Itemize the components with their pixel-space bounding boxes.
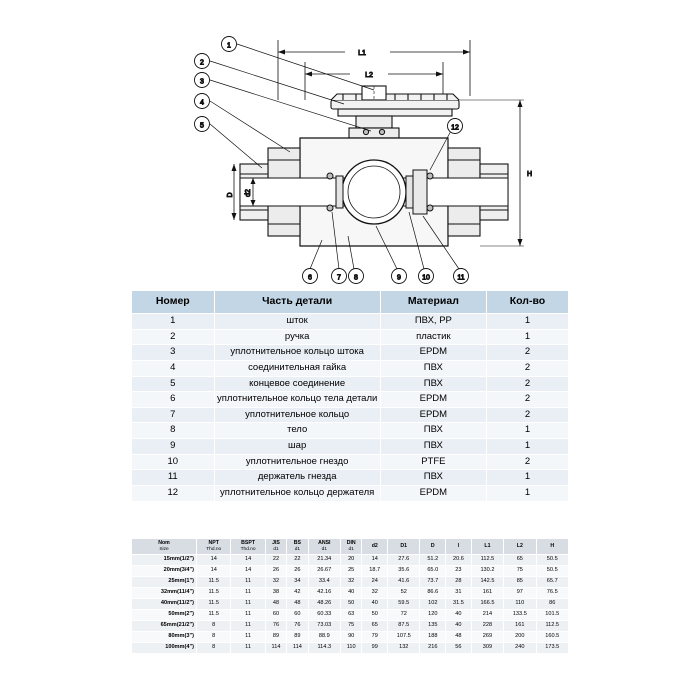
part-number: 12 <box>132 485 215 501</box>
dim-cell: 59.5 <box>388 599 420 610</box>
dim-cell: 14 <box>197 566 231 577</box>
dim-cell: 31 <box>446 588 472 599</box>
part-material: ПВХ, РР <box>380 314 486 330</box>
dim-cell: 114.3 <box>308 643 340 654</box>
dim-cell: 173.5 <box>536 643 569 654</box>
part-name: ручка <box>214 329 380 345</box>
part-number: 1 <box>132 314 215 330</box>
dim-header-main: JIS <box>272 540 280 547</box>
valve-ball <box>342 160 406 224</box>
dim-cell: 112.5 <box>536 621 569 632</box>
dim-cell: 51.2 <box>420 555 446 566</box>
dim-cell: 11 <box>231 610 265 621</box>
callout-text-12: 12 <box>451 124 459 132</box>
dim-header-l <box>446 539 472 555</box>
dim-cell: 42.16 <box>308 588 340 599</box>
dim-header-sub: d1 <box>273 546 279 552</box>
part-name: уплотнительное гнездо <box>214 454 380 470</box>
part-qty: 2 <box>486 407 568 423</box>
dim-cell: 79 <box>362 632 388 643</box>
dim-cell: 50 <box>362 610 388 621</box>
table-row <box>132 632 569 643</box>
dim-header-sub: d1 <box>321 546 327 552</box>
dim-cell: 88.9 <box>308 632 340 643</box>
dim-cell: 56 <box>446 643 472 654</box>
table-row <box>132 439 569 455</box>
callout-text-4: 4 <box>200 99 204 107</box>
part-material: EPDM <box>380 392 486 408</box>
part-number: 9 <box>132 439 215 455</box>
dim-cell: 86.6 <box>420 588 446 599</box>
part-qty: 2 <box>486 392 568 408</box>
dim-header-main: L2 <box>516 542 523 549</box>
dim-cell: 48 <box>265 599 286 610</box>
table-row <box>132 407 569 423</box>
dim-cell: 65.7 <box>536 577 569 588</box>
dim-cell: 26 <box>287 566 308 577</box>
dim-size: 32mm(11/4") <box>132 588 197 599</box>
table-row <box>132 555 569 566</box>
dim-cell: 27.6 <box>388 555 420 566</box>
dim-header-ansi <box>308 539 340 555</box>
table-row <box>132 314 569 330</box>
table-row <box>132 423 569 439</box>
callout-text-1: 1 <box>227 42 231 50</box>
dim-cell: 40 <box>362 599 388 610</box>
dim-cell: 60 <box>265 610 286 621</box>
dim-cell: 214 <box>471 610 503 621</box>
table-row <box>132 566 569 577</box>
table-row <box>132 599 569 610</box>
part-material: ПВХ <box>380 470 486 486</box>
part-material: пластик <box>380 329 486 345</box>
callout-text-7: 7 <box>337 274 341 282</box>
table-row <box>132 621 569 632</box>
dim-header-H <box>536 539 569 555</box>
dimension-table-header-row <box>132 539 569 555</box>
part-material: EPDM <box>380 407 486 423</box>
dim-cell: 11 <box>231 621 265 632</box>
dim-cell: 161 <box>504 621 536 632</box>
dimension-label-L2: L2 <box>365 72 373 79</box>
part-material: PTFE <box>380 454 486 470</box>
dim-header-main: d2 <box>371 542 378 549</box>
part-qty: 1 <box>486 470 568 486</box>
part-name: соединительная гайка <box>214 360 380 376</box>
callout-text-5: 5 <box>200 122 204 130</box>
dim-cell: 20 <box>340 555 361 566</box>
dim-header-L1 <box>471 539 503 555</box>
table-row <box>132 454 569 470</box>
part-qty: 1 <box>486 485 568 501</box>
part-number: 11 <box>132 470 215 486</box>
part-number: 2 <box>132 329 215 345</box>
dim-cell: 65 <box>362 621 388 632</box>
dim-cell: 11 <box>231 577 265 588</box>
dim-size: 20mm(3/4") <box>132 566 197 577</box>
dim-cell: 120 <box>420 610 446 621</box>
dim-cell: 26.67 <box>308 566 340 577</box>
dim-cell: 75 <box>504 566 536 577</box>
dim-header-main: BS <box>293 540 301 547</box>
table-row <box>132 643 569 654</box>
parts-table-header-row <box>132 291 569 314</box>
dim-header-nom-size <box>132 539 197 555</box>
dimension-label-D: D <box>227 192 234 198</box>
dim-cell: 73.03 <box>308 621 340 632</box>
dim-cell: 14 <box>231 566 265 577</box>
dim-header-d2 <box>362 539 388 555</box>
part-name: уплотнительное кольцо держателя <box>214 485 380 501</box>
dim-cell: 87.5 <box>388 621 420 632</box>
dim-size: 100mm(4") <box>132 643 197 654</box>
part-number: 3 <box>132 345 215 361</box>
dim-size: 80mm(3") <box>132 632 197 643</box>
dim-cell: 60.33 <box>308 610 340 621</box>
dimension-D <box>232 164 237 220</box>
dim-size: 25mm(1") <box>132 577 197 588</box>
valve-technical-drawing <box>0 0 700 292</box>
dim-cell: 40 <box>340 588 361 599</box>
dim-cell: 40 <box>446 621 472 632</box>
dim-cell: 50.5 <box>536 555 569 566</box>
dim-header-main: H <box>550 542 555 549</box>
dim-cell: 38 <box>265 588 286 599</box>
dim-cell: 22 <box>265 555 286 566</box>
dimension-label-H: H <box>527 171 533 178</box>
dim-header-L2 <box>504 539 536 555</box>
dim-cell: 8 <box>197 621 231 632</box>
dim-header-main: ANSI <box>318 540 331 547</box>
dim-header-main: BSPT <box>241 540 255 547</box>
callout-text-11: 11 <box>457 274 465 282</box>
part-number: 5 <box>132 376 215 392</box>
dim-cell: 65 <box>504 555 536 566</box>
dim-cell: 112.5 <box>471 555 503 566</box>
part-name: держатель гнезда <box>214 470 380 486</box>
dim-cell: 11 <box>231 643 265 654</box>
parts-header-qty: Кол-во <box>486 291 568 314</box>
dim-cell: 114 <box>265 643 286 654</box>
dim-cell: 89 <box>265 632 286 643</box>
dim-header-jis <box>265 539 286 555</box>
dimension-label-d2: d2 <box>245 189 252 197</box>
part-name: шар <box>214 439 380 455</box>
dim-cell: 14 <box>362 555 388 566</box>
dim-header-sub: Thd.no <box>206 546 222 552</box>
part-material: ПВХ <box>380 360 486 376</box>
dim-cell: 42 <box>287 588 308 599</box>
dim-cell: 130.2 <box>471 566 503 577</box>
dim-cell: 35.6 <box>388 566 420 577</box>
dim-cell: 14 <box>197 555 231 566</box>
part-qty: 1 <box>486 314 568 330</box>
dim-cell: 200 <box>504 632 536 643</box>
dim-header-main: D <box>430 542 435 549</box>
dim-cell: 228 <box>471 621 503 632</box>
dim-cell: 8 <box>197 632 231 643</box>
dim-cell: 20.6 <box>446 555 472 566</box>
dim-cell: 90 <box>340 632 361 643</box>
dim-cell: 11.5 <box>197 610 231 621</box>
dim-cell: 85 <box>504 577 536 588</box>
dim-cell: 110 <box>504 599 536 610</box>
dim-cell: 26 <box>265 566 286 577</box>
table-row <box>132 588 569 599</box>
table-row <box>132 610 569 621</box>
dim-cell: 269 <box>471 632 503 643</box>
dim-header-main: NPT <box>208 540 219 547</box>
part-qty: 2 <box>486 360 568 376</box>
dim-cell: 41.6 <box>388 577 420 588</box>
dim-header-main: Nom <box>158 540 170 547</box>
dim-cell: 107.5 <box>388 632 420 643</box>
table-row <box>132 376 569 392</box>
part-qty: 2 <box>486 345 568 361</box>
dim-cell: 22 <box>287 555 308 566</box>
table-row <box>132 485 569 501</box>
dim-cell: 48.26 <box>308 599 340 610</box>
table-row <box>132 345 569 361</box>
part-number: 6 <box>132 392 215 408</box>
valve-handle <box>331 94 459 116</box>
dim-cell: 63 <box>340 610 361 621</box>
dim-cell: 216 <box>420 643 446 654</box>
dimension-table-wrap <box>131 538 569 654</box>
dim-cell: 97 <box>504 588 536 599</box>
part-qty: 2 <box>486 376 568 392</box>
dim-cell: 23 <box>446 566 472 577</box>
callout-text-2: 2 <box>200 59 204 67</box>
dim-header-bs <box>287 539 308 555</box>
dim-header-D1 <box>388 539 420 555</box>
dimension-table <box>131 538 569 654</box>
dim-cell: 76.5 <box>536 588 569 599</box>
dim-size: 40mm(11/2") <box>132 599 197 610</box>
dim-cell: 48 <box>287 599 308 610</box>
part-material: EPDM <box>380 345 486 361</box>
dim-cell: 11 <box>231 588 265 599</box>
dim-cell: 110 <box>340 643 361 654</box>
dim-cell: 33.4 <box>308 577 340 588</box>
dim-cell: 50.5 <box>536 566 569 577</box>
part-number: 8 <box>132 423 215 439</box>
dim-cell: 102 <box>420 599 446 610</box>
dim-header-main: l <box>457 542 460 549</box>
part-material: ПВХ <box>380 423 486 439</box>
callout-text-10: 10 <box>422 274 430 282</box>
parts-header-part: Часть детали <box>214 291 380 314</box>
dim-cell: 11.5 <box>197 599 231 610</box>
dim-size: 15mm(1/2") <box>132 555 197 566</box>
part-name: уплотнительное кольцо тела детали <box>214 392 380 408</box>
dim-cell: 89 <box>287 632 308 643</box>
dim-cell: 76 <box>287 621 308 632</box>
dim-cell: 14 <box>231 555 265 566</box>
part-number: 7 <box>132 407 215 423</box>
dim-cell: 32 <box>362 588 388 599</box>
dimension-label-L1: L1 <box>358 50 366 57</box>
dim-cell: 72 <box>388 610 420 621</box>
dim-cell: 21.34 <box>308 555 340 566</box>
parts-header-material: Материал <box>380 291 486 314</box>
dim-cell: 75 <box>340 621 361 632</box>
seat-holder <box>413 170 427 214</box>
dim-cell: 99 <box>362 643 388 654</box>
dim-cell: 166.5 <box>471 599 503 610</box>
dim-cell: 32 <box>340 577 361 588</box>
dim-cell: 8 <box>197 643 231 654</box>
dim-cell: 11.5 <box>197 577 231 588</box>
dim-cell: 28 <box>446 577 472 588</box>
callout-text-6: 6 <box>308 274 312 282</box>
dim-size: 50mm(2") <box>132 610 197 621</box>
dim-cell: 188 <box>420 632 446 643</box>
part-name: концевое соединение <box>214 376 380 392</box>
part-qty: 1 <box>486 329 568 345</box>
parts-header-number: Номер <box>132 291 215 314</box>
dim-cell: 31.5 <box>446 599 472 610</box>
table-row <box>132 360 569 376</box>
table-row <box>132 392 569 408</box>
part-number: 10 <box>132 454 215 470</box>
callout-text-9: 9 <box>397 274 401 282</box>
dim-header-din <box>340 539 361 555</box>
dim-cell: 132 <box>388 643 420 654</box>
dim-cell: 11.5 <box>197 588 231 599</box>
dim-cell: 48 <box>446 632 472 643</box>
dim-header-npt <box>197 539 231 555</box>
dim-cell: 50 <box>340 599 361 610</box>
part-name: тело <box>214 423 380 439</box>
parts-table <box>131 290 569 502</box>
dim-cell: 73.7 <box>420 577 446 588</box>
dim-cell: 114 <box>287 643 308 654</box>
dim-cell: 24 <box>362 577 388 588</box>
table-row <box>132 577 569 588</box>
part-material: ПВХ <box>380 439 486 455</box>
dim-header-bspt <box>231 539 265 555</box>
dim-cell: 65.0 <box>420 566 446 577</box>
part-material: EPDM <box>380 485 486 501</box>
part-material: ПВХ <box>380 376 486 392</box>
dim-cell: 160.5 <box>536 632 569 643</box>
dim-cell: 135 <box>420 621 446 632</box>
dim-header-main: DIN <box>346 540 356 547</box>
dim-cell: 25 <box>340 566 361 577</box>
part-qty: 1 <box>486 423 568 439</box>
dim-cell: 60 <box>287 610 308 621</box>
dim-cell: 18.7 <box>362 566 388 577</box>
dim-cell: 240 <box>504 643 536 654</box>
dim-cell: 86 <box>536 599 569 610</box>
dim-cell: 101.5 <box>536 610 569 621</box>
dim-cell: 76 <box>265 621 286 632</box>
dim-cell: 142.5 <box>471 577 503 588</box>
part-name: уплотнительное кольцо штока <box>214 345 380 361</box>
dim-cell: 161 <box>471 588 503 599</box>
callout-text-3: 3 <box>200 78 204 86</box>
part-number: 4 <box>132 360 215 376</box>
table-row <box>132 329 569 345</box>
dim-size: 65mm(21/2") <box>132 621 197 632</box>
part-qty: 1 <box>486 439 568 455</box>
dim-cell: 34 <box>287 577 308 588</box>
dim-cell: 309 <box>471 643 503 654</box>
part-name: уплотнительное кольцо <box>214 407 380 423</box>
dim-cell: 11 <box>231 632 265 643</box>
dim-cell: 133.5 <box>504 610 536 621</box>
part-qty: 2 <box>486 454 568 470</box>
dim-cell: 52 <box>388 588 420 599</box>
dim-cell: 32 <box>265 577 286 588</box>
dim-header-sub: d1 <box>348 546 354 552</box>
dim-cell: 11 <box>231 599 265 610</box>
callout-text-8: 8 <box>354 274 358 282</box>
part-name: шток <box>214 314 380 330</box>
dim-header-D <box>420 539 446 555</box>
dim-header-main: D1 <box>400 542 408 549</box>
dim-header-sub: Size <box>159 546 169 552</box>
dim-header-sub: d1 <box>294 546 301 552</box>
dim-header-main: L1 <box>484 542 491 549</box>
dim-header-sub: Thd.no <box>240 546 256 552</box>
table-row <box>132 470 569 486</box>
dim-cell: 40 <box>446 610 472 621</box>
